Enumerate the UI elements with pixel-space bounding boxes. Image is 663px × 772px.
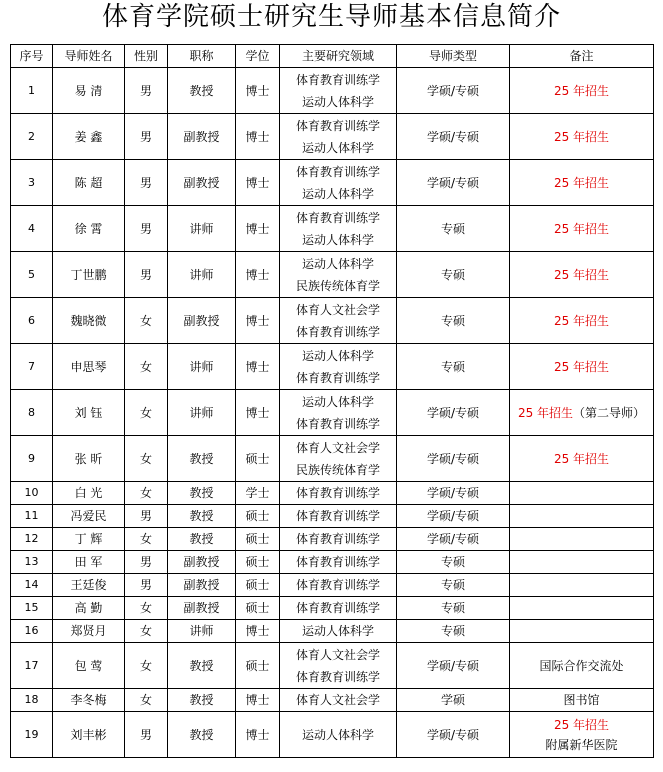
cell-degree: 博士 [236,206,280,252]
cell-name: 白 光 [53,482,125,505]
cell-title: 副教授 [168,114,236,160]
cell-name: 丁 辉 [53,528,125,551]
cell-no: 3 [11,160,53,206]
cell-research-area [280,643,397,689]
header-no: 序号 [11,45,53,68]
cell-no: 4 [11,206,53,252]
table-body [11,68,654,758]
note-recruit: 25 年招生 [517,405,574,420]
cell-advisor-type: 专硕 [397,551,510,574]
note-recruit: 25 年招生 [553,129,610,144]
cell-research-area [280,620,397,643]
research-area-item: 体育教育训练学 [295,370,380,385]
cell-degree: 博士 [236,68,280,114]
table-row [11,436,654,482]
cell-gender: 男 [125,68,168,114]
cell-advisor-type: 学硕/专硕 [397,160,510,206]
cell-no: 8 [11,390,53,436]
cell-note [510,206,654,252]
note-extra: 图书馆 [563,693,600,707]
cell-title: 教授 [168,689,236,712]
table-row [11,528,654,551]
cell-gender: 女 [125,689,168,712]
cell-degree: 硕士 [236,643,280,689]
table-row [11,298,654,344]
cell-name: 申思琴 [53,344,125,390]
cell-gender: 男 [125,160,168,206]
cell-research-area [280,574,397,597]
cell-degree: 博士 [236,620,280,643]
cell-no: 11 [11,505,53,528]
cell-note [510,482,654,505]
cell-degree: 博士 [236,114,280,160]
cell-name: 高 勤 [53,597,125,620]
research-area-item: 体育教育训练学 [295,164,380,179]
cell-gender: 男 [125,551,168,574]
note-recruit: 25 年招生 [553,83,610,98]
research-area-item: 民族传统体育学 [295,278,380,293]
cell-degree: 博士 [236,689,280,712]
cell-gender: 女 [125,390,168,436]
cell-degree: 硕士 [236,528,280,551]
cell-research-area [280,298,397,344]
cell-note [510,620,654,643]
cell-name: 田 军 [53,551,125,574]
cell-note [510,551,654,574]
cell-research-area [280,160,397,206]
cell-note [510,505,654,528]
header-area: 主要研究领域 [280,45,397,68]
cell-title: 副教授 [168,597,236,620]
cell-advisor-type: 专硕 [397,597,510,620]
table-row [11,597,654,620]
cell-advisor-type: 学硕/专硕 [397,505,510,528]
note-extra: 附属新华医院 [545,737,618,752]
cell-gender: 男 [125,206,168,252]
cell-name: 陈 超 [53,160,125,206]
research-area-item: 体育教育训练学 [295,210,380,225]
cell-name: 王廷俊 [53,574,125,597]
cell-advisor-type: 专硕 [397,298,510,344]
cell-title: 讲师 [168,390,236,436]
cell-no: 10 [11,482,53,505]
cell-title: 教授 [168,712,236,758]
research-area-item: 体育教育训练学 [295,509,380,523]
advisor-table [10,44,654,758]
cell-research-area [280,344,397,390]
cell-note [510,528,654,551]
cell-note [510,574,654,597]
table-row [11,620,654,643]
cell-no: 18 [11,689,53,712]
research-area-item: 体育教育训练学 [295,118,380,133]
table-row [11,574,654,597]
cell-no: 5 [11,252,53,298]
cell-degree: 硕士 [236,574,280,597]
table-row [11,482,654,505]
cell-advisor-type: 专硕 [397,252,510,298]
research-area-item: 运动人体科学 [301,186,374,201]
table-row [11,252,654,298]
cell-gender: 男 [125,252,168,298]
research-area-item: 体育人文社会学 [295,302,380,317]
cell-no: 19 [11,712,53,758]
cell-name: 李冬梅 [53,689,125,712]
cell-advisor-type: 学硕/专硕 [397,482,510,505]
cell-title: 教授 [168,482,236,505]
table-row [11,390,654,436]
cell-research-area [280,551,397,574]
research-area-item: 民族传统体育学 [295,462,380,477]
page-title: 体育学院硕士研究生导师基本信息简介 [101,2,561,32]
cell-title: 讲师 [168,344,236,390]
cell-degree: 博士 [236,160,280,206]
cell-title: 副教授 [168,160,236,206]
table-row [11,160,654,206]
cell-research-area [280,712,397,758]
table-row [11,344,654,390]
cell-research-area [280,252,397,298]
cell-note [510,390,654,436]
research-area-item: 运动人体科学 [301,94,374,109]
cell-research-area [280,482,397,505]
cell-title: 教授 [168,643,236,689]
cell-gender: 女 [125,597,168,620]
cell-note [510,68,654,114]
cell-degree: 博士 [236,298,280,344]
cell-title: 教授 [168,505,236,528]
note-extra: （第二导师） [573,405,646,420]
cell-degree: 硕士 [236,436,280,482]
table-row [11,68,654,114]
cell-name: 姜 鑫 [53,114,125,160]
note-recruit: 25 年招生 [553,267,610,282]
research-area-item: 体育人文社会学 [295,647,380,662]
cell-gender: 女 [125,344,168,390]
cell-gender: 女 [125,298,168,344]
cell-gender: 男 [125,712,168,758]
cell-note [510,597,654,620]
research-area-item: 运动人体科学 [301,727,374,742]
cell-no: 13 [11,551,53,574]
cell-no: 9 [11,436,53,482]
research-area-item: 体育教育训练学 [295,532,380,546]
table-row [11,551,654,574]
cell-research-area [280,206,397,252]
note-recruit: 25 年招生 [553,175,610,190]
cell-advisor-type: 专硕 [397,206,510,252]
table-row [11,114,654,160]
table-row [11,712,654,758]
cell-title: 教授 [168,528,236,551]
cell-name: 冯爱民 [53,505,125,528]
cell-advisor-type: 学硕 [397,689,510,712]
research-area-item: 体育教育训练学 [295,578,380,592]
cell-research-area [280,114,397,160]
note-extra: 国际合作交流处 [539,658,624,673]
table-row [11,689,654,712]
cell-advisor-type: 学硕/专硕 [397,114,510,160]
research-area-item: 体育教育训练学 [295,601,380,615]
cell-note [510,160,654,206]
cell-note [510,344,654,390]
cell-advisor-type: 学硕/专硕 [397,528,510,551]
cell-degree: 博士 [236,712,280,758]
research-area-item: 运动人体科学 [301,256,374,271]
cell-note [510,643,654,689]
research-area-item: 体育教育训练学 [295,555,380,569]
table-row [11,643,654,689]
header-degree: 学位 [236,45,280,68]
cell-degree: 博士 [236,252,280,298]
research-area-item: 体育人文社会学 [295,693,380,707]
cell-title: 教授 [168,68,236,114]
cell-gender: 女 [125,482,168,505]
cell-research-area [280,68,397,114]
research-area-item: 体育教育训练学 [295,72,380,87]
note-recruit: 25 年招生 [553,717,610,732]
cell-gender: 男 [125,114,168,160]
cell-name: 刘丰彬 [53,712,125,758]
cell-no: 2 [11,114,53,160]
cell-title: 教授 [168,436,236,482]
cell-no: 14 [11,574,53,597]
cell-name: 魏晓微 [53,298,125,344]
header-gender: 性别 [125,45,168,68]
header-type: 导师类型 [397,45,510,68]
research-area-item: 运动人体科学 [301,624,374,638]
cell-note [510,436,654,482]
cell-degree: 硕士 [236,505,280,528]
cell-note [510,689,654,712]
cell-advisor-type: 专硕 [397,620,510,643]
cell-advisor-type: 学硕/专硕 [397,712,510,758]
cell-no: 6 [11,298,53,344]
cell-research-area [280,505,397,528]
cell-degree: 硕士 [236,551,280,574]
research-area-item: 体育教育训练学 [295,324,380,339]
cell-name: 徐 霄 [53,206,125,252]
cell-advisor-type: 学硕/专硕 [397,390,510,436]
note-recruit: 25 年招生 [553,451,610,466]
cell-note [510,298,654,344]
cell-name: 包 莺 [53,643,125,689]
table-row [11,206,654,252]
cell-gender: 女 [125,643,168,689]
cell-research-area [280,528,397,551]
research-area-item: 运动人体科学 [301,140,374,155]
cell-degree: 博士 [236,390,280,436]
research-area-item: 运动人体科学 [301,394,374,409]
cell-name: 张 昕 [53,436,125,482]
research-area-item: 体育人文社会学 [295,440,380,455]
header-title: 职称 [168,45,236,68]
cell-degree: 学士 [236,482,280,505]
cell-research-area [280,689,397,712]
note-recruit: 25 年招生 [553,221,610,236]
research-area-item: 体育教育训练学 [295,486,380,500]
cell-no: 17 [11,643,53,689]
cell-title: 讲师 [168,206,236,252]
table-header-row [11,45,654,68]
cell-title: 副教授 [168,551,236,574]
cell-no: 12 [11,528,53,551]
cell-name: 易 清 [53,68,125,114]
cell-advisor-type: 专硕 [397,574,510,597]
header-name: 导师姓名 [53,45,125,68]
cell-no: 1 [11,68,53,114]
cell-note [510,712,654,758]
cell-title: 讲师 [168,620,236,643]
cell-no: 15 [11,597,53,620]
cell-name: 丁世鹏 [53,252,125,298]
cell-name: 刘 钰 [53,390,125,436]
cell-advisor-type: 专硕 [397,344,510,390]
research-area-item: 运动人体科学 [301,348,374,363]
research-area-item: 体育教育训练学 [295,416,380,431]
cell-note [510,252,654,298]
cell-no: 16 [11,620,53,643]
cell-title: 副教授 [168,574,236,597]
cell-gender: 女 [125,528,168,551]
cell-advisor-type: 学硕/专硕 [397,643,510,689]
cell-degree: 硕士 [236,597,280,620]
research-area-item: 运动人体科学 [301,232,374,247]
note-recruit: 25 年招生 [553,359,610,374]
cell-gender: 男 [125,574,168,597]
note-recruit: 25 年招生 [553,313,610,328]
cell-gender: 女 [125,436,168,482]
cell-advisor-type: 学硕/专硕 [397,68,510,114]
cell-degree: 博士 [236,344,280,390]
cell-name: 郑贤月 [53,620,125,643]
cell-research-area [280,436,397,482]
cell-title: 副教授 [168,298,236,344]
cell-title: 讲师 [168,252,236,298]
header-note: 备注 [510,45,654,68]
cell-research-area [280,390,397,436]
research-area-item: 体育教育训练学 [295,669,380,684]
cell-no: 7 [11,344,53,390]
cell-gender: 女 [125,620,168,643]
cell-note [510,114,654,160]
table-row [11,505,654,528]
cell-advisor-type: 学硕/专硕 [397,436,510,482]
cell-research-area [280,597,397,620]
cell-gender: 男 [125,505,168,528]
